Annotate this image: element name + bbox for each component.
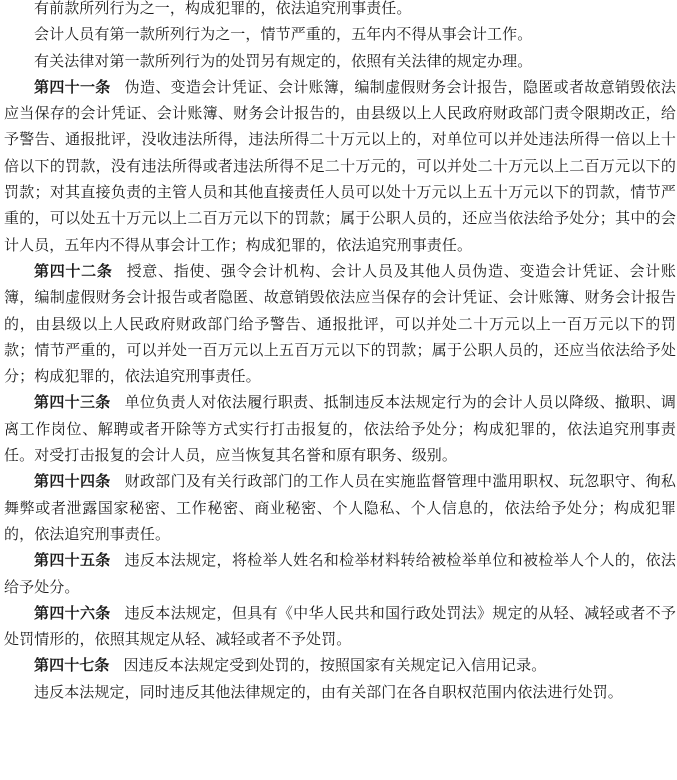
article-number: 第四十四条	[34, 472, 111, 491]
paragraph-text: 有关法律对第一款所列行为的处罚另有规定的，依照有关法律的规定办理。	[34, 51, 533, 70]
article-number: 第四十三条	[34, 393, 111, 412]
article-text: 因违反本法规定受到处罚的，按照国家有关规定记入信用记录。	[123, 656, 547, 675]
article-number: 第四十二条	[34, 261, 113, 280]
article-45	[4, 547, 676, 600]
article-number: 第四十六条	[34, 603, 111, 622]
law-document	[4, 0, 676, 705]
article-44	[4, 468, 676, 547]
article-41	[4, 74, 676, 258]
article-number: 第四十五条	[34, 551, 111, 570]
article-42	[4, 258, 676, 389]
paragraph-text: 会计人员有第一款所列行为之一，情节严重的，五年内不得从事会计工作。	[34, 25, 533, 44]
paragraph-clause-3	[4, 48, 676, 74]
article-text: 伪造、变造会计凭证、会计账簿，编制虚假财务会计报告，隐匿或者故意销毁依法应当保存的会计凭证、会计账簿、财务会计报告的，由县级以上人民政府财政部门责令限期改正，给予警告、通报批评，没收违法所得，违法所得二十万元以上的，对单位可以并处违法所得一倍以上十倍以下的罚款，没有违法所得或者违法所得不足二十万元的，可以并处二十万元以上二百万元以下的罚款；对其直接负责的主管人员和其他直接责任人员可以处十万元以上五十万元以下的罚款，情节严重的，可以处五十万元以上二百万元以下的罚款；属于公职人员的，还应当依法给予处分；其中的会计人员，五年内不得从事会计工作；构成犯罪的，依法追究刑事责任。	[4, 77, 676, 254]
article-number: 第四十七条	[34, 656, 110, 675]
article-number: 第四十一条	[34, 77, 111, 96]
paragraph-clause-1	[4, 0, 676, 21]
paragraph-text: 有前款所列行为之一，构成犯罪的，依法追究刑事责任。	[34, 0, 412, 17]
paragraph-final	[4, 679, 676, 705]
article-43	[4, 389, 676, 468]
paragraph-clause-2	[4, 21, 676, 47]
article-46	[4, 600, 676, 653]
article-text: 授意、指使、强令会计机构、会计人员及其他人员伪造、变造会计凭证、会计账簿，编制虚假财务会计报告或者隐匿、故意销毁依法应当保存的会计凭证、会计账簿、财务会计报告的，由县级以上人民政府财政部门给予警告、通报批评，可以并处二十万元以上一百万元以下的罚款；情节严重的，可以并处一百万元以上五百万元以下的罚款；属于公职人员的，还应当依法给予处分；构成犯罪的，依法追究刑事责任。	[4, 261, 676, 386]
article-47	[4, 652, 676, 678]
article-text: 财政部门及有关行政部门的工作人员在实施监督管理中滥用职权、玩忽职守、徇私舞弊或者泄露国家秘密、工作秘密、商业秘密、个人隐私、个人信息的，依法给予处分；构成犯罪的，依法追究刑事责任。	[4, 472, 676, 543]
article-text: 违反本法规定，但具有《中华人民共和国行政处罚法》规定的从轻、减轻或者不予处罚情形的，依照其规定从轻、减轻或者不予处罚。	[4, 603, 676, 649]
paragraph-text: 违反本法规定，同时违反其他法律规定的，由有关部门在各自职权范围内依法进行处罚。	[34, 682, 623, 701]
article-text: 单位负责人对依法履行职责、抵制违反本法规定行为的会计人员以降级、撤职、调离工作岗位、解聘或者开除等方式实行打击报复的，依法给予处分；构成犯罪的，依法追究刑事责任。对受打击报复的会计人员，应当恢复其名誉和原有职务、级别。	[4, 393, 676, 465]
article-text: 违反本法规定，将检举人姓名和检举材料转给被检举单位和被检举人个人的，依法给予处分。	[4, 551, 676, 596]
